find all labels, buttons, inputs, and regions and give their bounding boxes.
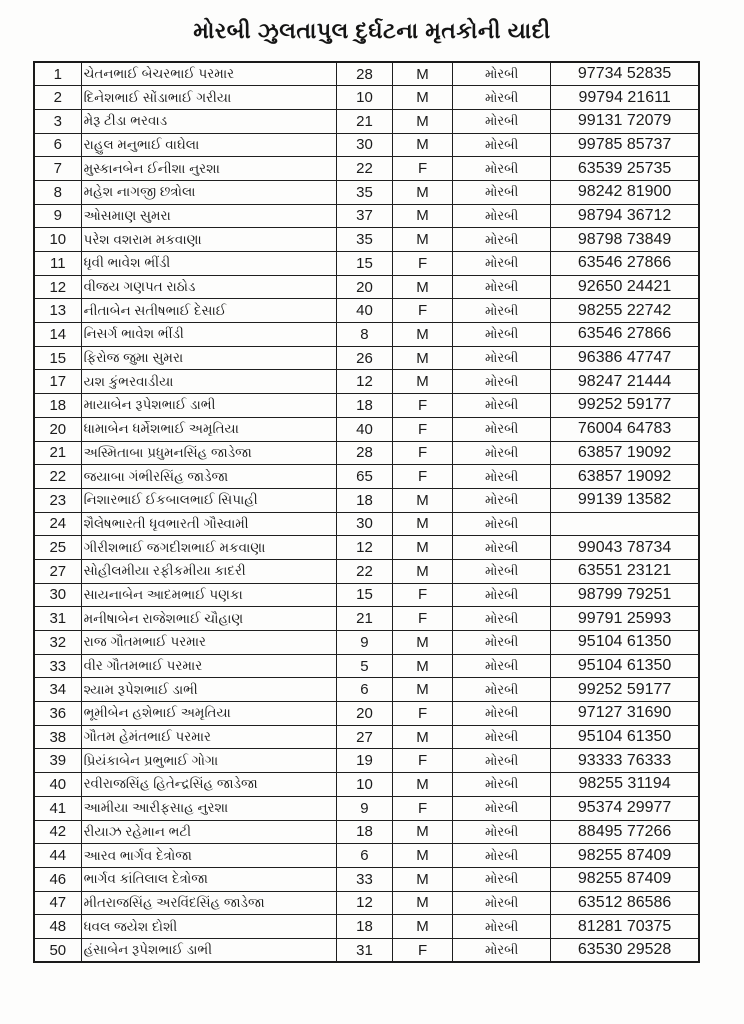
serial-cell: 2 bbox=[34, 86, 81, 110]
age-cell: 65 bbox=[336, 465, 392, 489]
phone-cell: 98255 22742 bbox=[551, 299, 699, 323]
serial-cell: 15 bbox=[34, 346, 81, 370]
gender-cell: F bbox=[393, 938, 453, 962]
gender-cell: F bbox=[393, 299, 453, 323]
serial-cell: 8 bbox=[34, 180, 81, 204]
name-cell: સાયનાબેન આદમભાઈ પણકા bbox=[81, 583, 336, 607]
name-cell: પ્રિયંકાબેન પ્રભુભાઈ ગોગા bbox=[81, 749, 336, 773]
phone-cell: 97734 52835 bbox=[551, 62, 699, 86]
city-cell: મોરબી bbox=[453, 275, 551, 299]
serial-cell: 50 bbox=[34, 938, 81, 962]
name-cell: ગીરીશભાઈ જગદીશભાઈ મકવાણા bbox=[81, 536, 336, 560]
city-cell: મોરબી bbox=[453, 323, 551, 347]
name-cell: ભાર્ગવ કાંતિલાલ દેત્રોજા bbox=[81, 867, 336, 891]
phone-cell: 98247 21444 bbox=[551, 370, 699, 394]
phone-cell: 63512 86586 bbox=[551, 891, 699, 915]
table-row bbox=[34, 583, 699, 607]
serial-cell: 13 bbox=[34, 299, 81, 323]
city-cell: મોરબી bbox=[453, 346, 551, 370]
phone-cell: 98255 31194 bbox=[551, 773, 699, 797]
serial-cell: 46 bbox=[34, 867, 81, 891]
table-row bbox=[34, 749, 699, 773]
phone-cell: 63539 25735 bbox=[551, 157, 699, 181]
age-cell: 18 bbox=[336, 820, 392, 844]
serial-cell: 40 bbox=[34, 773, 81, 797]
table-row bbox=[34, 465, 699, 489]
age-cell: 27 bbox=[336, 725, 392, 749]
gender-cell: M bbox=[393, 275, 453, 299]
name-cell: શ્યામ રૂપેશભાઈ ડાભી bbox=[81, 678, 336, 702]
gender-cell: M bbox=[393, 228, 453, 252]
gender-cell: F bbox=[393, 702, 453, 726]
age-cell: 30 bbox=[336, 512, 392, 536]
phone-cell: 99252 59177 bbox=[551, 394, 699, 418]
age-cell: 15 bbox=[336, 252, 392, 276]
phone-cell: 63551 23121 bbox=[551, 559, 699, 583]
table-row bbox=[34, 702, 699, 726]
table-row bbox=[34, 394, 699, 418]
serial-cell: 24 bbox=[34, 512, 81, 536]
phone-cell: 98255 87409 bbox=[551, 867, 699, 891]
city-cell: મોરબી bbox=[453, 559, 551, 583]
gender-cell: F bbox=[393, 465, 453, 489]
age-cell: 12 bbox=[336, 370, 392, 394]
serial-cell: 1 bbox=[34, 62, 81, 86]
age-cell: 18 bbox=[336, 488, 392, 512]
city-cell: મોરબી bbox=[453, 702, 551, 726]
phone-cell: 98255 87409 bbox=[551, 844, 699, 868]
table-row bbox=[34, 796, 699, 820]
name-cell: ભૂમીબેન હશેભાઈ અમૃતિયા bbox=[81, 702, 336, 726]
name-cell: આમીયા આરીફસાહ નુરશા bbox=[81, 796, 336, 820]
table-row bbox=[34, 512, 699, 536]
name-cell: ચેતનભાઈ બેચરભાઈ પરમાર bbox=[81, 62, 336, 86]
phone-cell: 98799 79251 bbox=[551, 583, 699, 607]
phone-cell: 63546 27866 bbox=[551, 323, 699, 347]
age-cell: 12 bbox=[336, 536, 392, 560]
city-cell: મોરબી bbox=[453, 465, 551, 489]
phone-cell: 95104 61350 bbox=[551, 631, 699, 655]
name-cell: વીર ગૌતમભાઈ પરમાર bbox=[81, 654, 336, 678]
name-cell: વીજય ગણપત રાઠોડ bbox=[81, 275, 336, 299]
phone-cell: 98798 73849 bbox=[551, 228, 699, 252]
age-cell: 21 bbox=[336, 607, 392, 631]
serial-cell: 20 bbox=[34, 417, 81, 441]
table-row bbox=[34, 299, 699, 323]
phone-cell: 76004 64783 bbox=[551, 417, 699, 441]
age-cell: 6 bbox=[336, 678, 392, 702]
serial-cell: 14 bbox=[34, 323, 81, 347]
name-cell: ધામાબેન ધર્મેશભાઈ અમૃતિયા bbox=[81, 417, 336, 441]
table-row bbox=[34, 180, 699, 204]
serial-cell: 21 bbox=[34, 441, 81, 465]
serial-cell: 17 bbox=[34, 370, 81, 394]
city-cell: મોરબી bbox=[453, 62, 551, 86]
phone-cell: 63546 27866 bbox=[551, 252, 699, 276]
serial-cell: 30 bbox=[34, 583, 81, 607]
phone-cell: 98242 81900 bbox=[551, 180, 699, 204]
age-cell: 18 bbox=[336, 394, 392, 418]
phone-cell: 95374 29977 bbox=[551, 796, 699, 820]
gender-cell: M bbox=[393, 631, 453, 655]
city-cell: મોરબી bbox=[453, 631, 551, 655]
phone-cell: 63857 19092 bbox=[551, 465, 699, 489]
table-row bbox=[34, 323, 699, 347]
serial-cell: 7 bbox=[34, 157, 81, 181]
city-cell: મોરબી bbox=[453, 299, 551, 323]
table-row bbox=[34, 488, 699, 512]
serial-cell: 12 bbox=[34, 275, 81, 299]
serial-cell: 23 bbox=[34, 488, 81, 512]
name-cell: મુસ્કાનબેન ઈનીશા નુરશા bbox=[81, 157, 336, 181]
city-cell: મોરબી bbox=[453, 678, 551, 702]
city-cell: મોરબી bbox=[453, 938, 551, 962]
name-cell: આરવ ભાર્ગવ દેત્રોજા bbox=[81, 844, 336, 868]
name-cell: જયાબા ગંભીરસિંહ જાડેજા bbox=[81, 465, 336, 489]
gender-cell: M bbox=[393, 109, 453, 133]
serial-cell: 10 bbox=[34, 228, 81, 252]
gender-cell: F bbox=[393, 441, 453, 465]
city-cell: મોરબી bbox=[453, 867, 551, 891]
gender-cell: F bbox=[393, 157, 453, 181]
age-cell: 35 bbox=[336, 180, 392, 204]
phone-cell: 93333 76333 bbox=[551, 749, 699, 773]
phone-cell: 99794 21611 bbox=[551, 86, 699, 110]
serial-cell: 25 bbox=[34, 536, 81, 560]
serial-cell: 34 bbox=[34, 678, 81, 702]
table-row bbox=[34, 820, 699, 844]
table-row bbox=[34, 867, 699, 891]
table-row bbox=[34, 678, 699, 702]
table-row bbox=[34, 275, 699, 299]
victims-table-body bbox=[34, 62, 699, 962]
name-cell: રીયાઝ રહેમાન ભટી bbox=[81, 820, 336, 844]
victims-table bbox=[33, 61, 700, 963]
gender-cell: F bbox=[393, 394, 453, 418]
phone-cell: 98794 36712 bbox=[551, 204, 699, 228]
name-cell: ધવલ જયેશ દોશી bbox=[81, 915, 336, 939]
serial-cell: 3 bbox=[34, 109, 81, 133]
table-row bbox=[34, 109, 699, 133]
city-cell: મોરબી bbox=[453, 844, 551, 868]
serial-cell: 27 bbox=[34, 559, 81, 583]
serial-cell: 44 bbox=[34, 844, 81, 868]
table-row bbox=[34, 844, 699, 868]
table-row bbox=[34, 204, 699, 228]
name-cell: ધૃવી ભાવેશ ભીંડી bbox=[81, 252, 336, 276]
phone-cell: 97127 31690 bbox=[551, 702, 699, 726]
serial-cell: 36 bbox=[34, 702, 81, 726]
table-row bbox=[34, 891, 699, 915]
table-row bbox=[34, 346, 699, 370]
name-cell: નીતાબેન સતીષભાઈ દેસાઈ bbox=[81, 299, 336, 323]
name-cell: પરેશ વશરામ મકવાણા bbox=[81, 228, 336, 252]
name-cell: નિસર્ગ ભાવેશ ભીંડી bbox=[81, 323, 336, 347]
table-row bbox=[34, 86, 699, 110]
phone-cell: 99252 59177 bbox=[551, 678, 699, 702]
table-row bbox=[34, 370, 699, 394]
table-row bbox=[34, 62, 699, 86]
name-cell: શૈલેષભારતી ધૃવભારતી ગૌસ્વામી bbox=[81, 512, 336, 536]
gender-cell: M bbox=[393, 891, 453, 915]
table-row bbox=[34, 938, 699, 962]
gender-cell: F bbox=[393, 607, 453, 631]
age-cell: 20 bbox=[336, 702, 392, 726]
table-row bbox=[34, 915, 699, 939]
city-cell: મોરબી bbox=[453, 86, 551, 110]
gender-cell: M bbox=[393, 559, 453, 583]
gender-cell: M bbox=[393, 133, 453, 157]
gender-cell: F bbox=[393, 417, 453, 441]
age-cell: 26 bbox=[336, 346, 392, 370]
phone-cell: 63530 29528 bbox=[551, 938, 699, 962]
age-cell: 19 bbox=[336, 749, 392, 773]
age-cell: 21 bbox=[336, 109, 392, 133]
phone-cell: 92650 24421 bbox=[551, 275, 699, 299]
table-row bbox=[34, 417, 699, 441]
phone-cell: 99791 25993 bbox=[551, 607, 699, 631]
gender-cell: M bbox=[393, 370, 453, 394]
gender-cell: M bbox=[393, 773, 453, 797]
city-cell: મોરબી bbox=[453, 488, 551, 512]
age-cell: 5 bbox=[336, 654, 392, 678]
age-cell: 10 bbox=[336, 773, 392, 797]
city-cell: મોરબી bbox=[453, 417, 551, 441]
phone-cell: 95104 61350 bbox=[551, 654, 699, 678]
serial-cell: 6 bbox=[34, 133, 81, 157]
gender-cell: M bbox=[393, 725, 453, 749]
city-cell: મોરબી bbox=[453, 441, 551, 465]
age-cell: 20 bbox=[336, 275, 392, 299]
phone-cell: 99043 78734 bbox=[551, 536, 699, 560]
serial-cell: 48 bbox=[34, 915, 81, 939]
gender-cell: M bbox=[393, 62, 453, 86]
name-cell: ફિરોજ જુમા સુમરા bbox=[81, 346, 336, 370]
phone-cell: 96386 47747 bbox=[551, 346, 699, 370]
gender-cell: F bbox=[393, 252, 453, 276]
city-cell: મોરબી bbox=[453, 654, 551, 678]
city-cell: મોરબી bbox=[453, 915, 551, 939]
city-cell: મોરબી bbox=[453, 583, 551, 607]
age-cell: 9 bbox=[336, 631, 392, 655]
city-cell: મોરબી bbox=[453, 157, 551, 181]
city-cell: મોરબી bbox=[453, 228, 551, 252]
phone-cell: 99785 85737 bbox=[551, 133, 699, 157]
table-row bbox=[34, 133, 699, 157]
city-cell: મોરબી bbox=[453, 796, 551, 820]
age-cell: 40 bbox=[336, 417, 392, 441]
age-cell: 12 bbox=[336, 891, 392, 915]
city-cell: મોરબી bbox=[453, 370, 551, 394]
age-cell: 22 bbox=[336, 559, 392, 583]
serial-cell: 11 bbox=[34, 252, 81, 276]
name-cell: રાહુલ મનુભાઈ વાઘેલા bbox=[81, 133, 336, 157]
gender-cell: M bbox=[393, 654, 453, 678]
city-cell: મોરબી bbox=[453, 180, 551, 204]
table-row bbox=[34, 654, 699, 678]
serial-cell: 38 bbox=[34, 725, 81, 749]
table-row bbox=[34, 157, 699, 181]
age-cell: 6 bbox=[336, 844, 392, 868]
age-cell: 40 bbox=[336, 299, 392, 323]
serial-cell: 9 bbox=[34, 204, 81, 228]
name-cell: સોહીલમીયા રફીકમીયા કાદરી bbox=[81, 559, 336, 583]
name-cell: માયાબેન રૂપેશભાઈ ડાભી bbox=[81, 394, 336, 418]
age-cell: 28 bbox=[336, 441, 392, 465]
serial-cell: 41 bbox=[34, 796, 81, 820]
age-cell: 8 bbox=[336, 323, 392, 347]
table-row bbox=[34, 773, 699, 797]
name-cell: રાજ ગૌતમભાઈ પરમાર bbox=[81, 631, 336, 655]
serial-cell: 47 bbox=[34, 891, 81, 915]
gender-cell: M bbox=[393, 346, 453, 370]
serial-cell: 33 bbox=[34, 654, 81, 678]
name-cell: નિશારભાઈ ઈકબાલભાઈ સિપાહી bbox=[81, 488, 336, 512]
city-cell: મોરબી bbox=[453, 536, 551, 560]
city-cell: મોરબી bbox=[453, 725, 551, 749]
phone-cell: 81281 70375 bbox=[551, 915, 699, 939]
city-cell: મોરબી bbox=[453, 109, 551, 133]
phone-cell bbox=[551, 512, 699, 536]
age-cell: 37 bbox=[336, 204, 392, 228]
age-cell: 18 bbox=[336, 915, 392, 939]
name-cell: ઓસમાણ સુમરા bbox=[81, 204, 336, 228]
city-cell: મોરબી bbox=[453, 204, 551, 228]
city-cell: મોરબી bbox=[453, 252, 551, 276]
name-cell: રવીરાજસિંહ હિતેન્દ્રસિંહ જાડેજા bbox=[81, 773, 336, 797]
age-cell: 28 bbox=[336, 62, 392, 86]
gender-cell: M bbox=[393, 512, 453, 536]
gender-cell: M bbox=[393, 678, 453, 702]
phone-cell: 95104 61350 bbox=[551, 725, 699, 749]
serial-cell: 18 bbox=[34, 394, 81, 418]
phone-cell: 88495 77266 bbox=[551, 820, 699, 844]
name-cell: મનીષાબેન રાજેશભાઈ ચૌહાણ bbox=[81, 607, 336, 631]
age-cell: 30 bbox=[336, 133, 392, 157]
age-cell: 10 bbox=[336, 86, 392, 110]
table-row bbox=[34, 631, 699, 655]
gender-cell: F bbox=[393, 749, 453, 773]
city-cell: મોરબી bbox=[453, 133, 551, 157]
page-title: મોરબી ઝુલતાપુલ દુર્ઘટના મૃતકોની યાદી bbox=[193, 18, 551, 43]
serial-cell: 32 bbox=[34, 631, 81, 655]
table-row bbox=[34, 228, 699, 252]
table-row bbox=[34, 559, 699, 583]
serial-cell: 42 bbox=[34, 820, 81, 844]
name-cell: મેરૂ ટીડા ભરવાડ bbox=[81, 109, 336, 133]
name-cell: મહેશ નાગજી છત્રોલા bbox=[81, 180, 336, 204]
name-cell: મીતરાજસિંહ અરવિંદસિંહ જાડેજા bbox=[81, 891, 336, 915]
city-cell: મોરબી bbox=[453, 749, 551, 773]
city-cell: મોરબી bbox=[453, 394, 551, 418]
gender-cell: F bbox=[393, 796, 453, 820]
age-cell: 15 bbox=[336, 583, 392, 607]
gender-cell: M bbox=[393, 536, 453, 560]
serial-cell: 31 bbox=[34, 607, 81, 631]
gender-cell: M bbox=[393, 867, 453, 891]
table-row bbox=[34, 252, 699, 276]
city-cell: મોરબી bbox=[453, 512, 551, 536]
age-cell: 35 bbox=[336, 228, 392, 252]
age-cell: 31 bbox=[336, 938, 392, 962]
table-row bbox=[34, 725, 699, 749]
name-cell: હંસાબેન રૂપેશભાઈ ડાભી bbox=[81, 938, 336, 962]
phone-cell: 99139 13582 bbox=[551, 488, 699, 512]
age-cell: 9 bbox=[336, 796, 392, 820]
name-cell: ગૌતમ હેમંતભાઈ પરમાર bbox=[81, 725, 336, 749]
table-row bbox=[34, 536, 699, 560]
city-cell: મોરબી bbox=[453, 607, 551, 631]
name-cell: યશ કુંભરવાડીયા bbox=[81, 370, 336, 394]
name-cell: દિનેશભાઈ સોંડાભાઈ ગરીયા bbox=[81, 86, 336, 110]
city-cell: મોરબી bbox=[453, 820, 551, 844]
table-row bbox=[34, 607, 699, 631]
gender-cell: M bbox=[393, 180, 453, 204]
gender-cell: M bbox=[393, 820, 453, 844]
gender-cell: M bbox=[393, 915, 453, 939]
gender-cell: M bbox=[393, 488, 453, 512]
gender-cell: M bbox=[393, 86, 453, 110]
serial-cell: 22 bbox=[34, 465, 81, 489]
gender-cell: M bbox=[393, 323, 453, 347]
name-cell: અસ્મિતાબા પ્રધુમનસિંહ જાડેજા bbox=[81, 441, 336, 465]
age-cell: 33 bbox=[336, 867, 392, 891]
gender-cell: M bbox=[393, 844, 453, 868]
serial-cell: 39 bbox=[34, 749, 81, 773]
city-cell: મોરબી bbox=[453, 891, 551, 915]
phone-cell: 63857 19092 bbox=[551, 441, 699, 465]
city-cell: મોરબી bbox=[453, 773, 551, 797]
gender-cell: F bbox=[393, 583, 453, 607]
gender-cell: M bbox=[393, 204, 453, 228]
age-cell: 22 bbox=[336, 157, 392, 181]
table-row bbox=[34, 441, 699, 465]
phone-cell: 99131 72079 bbox=[551, 109, 699, 133]
